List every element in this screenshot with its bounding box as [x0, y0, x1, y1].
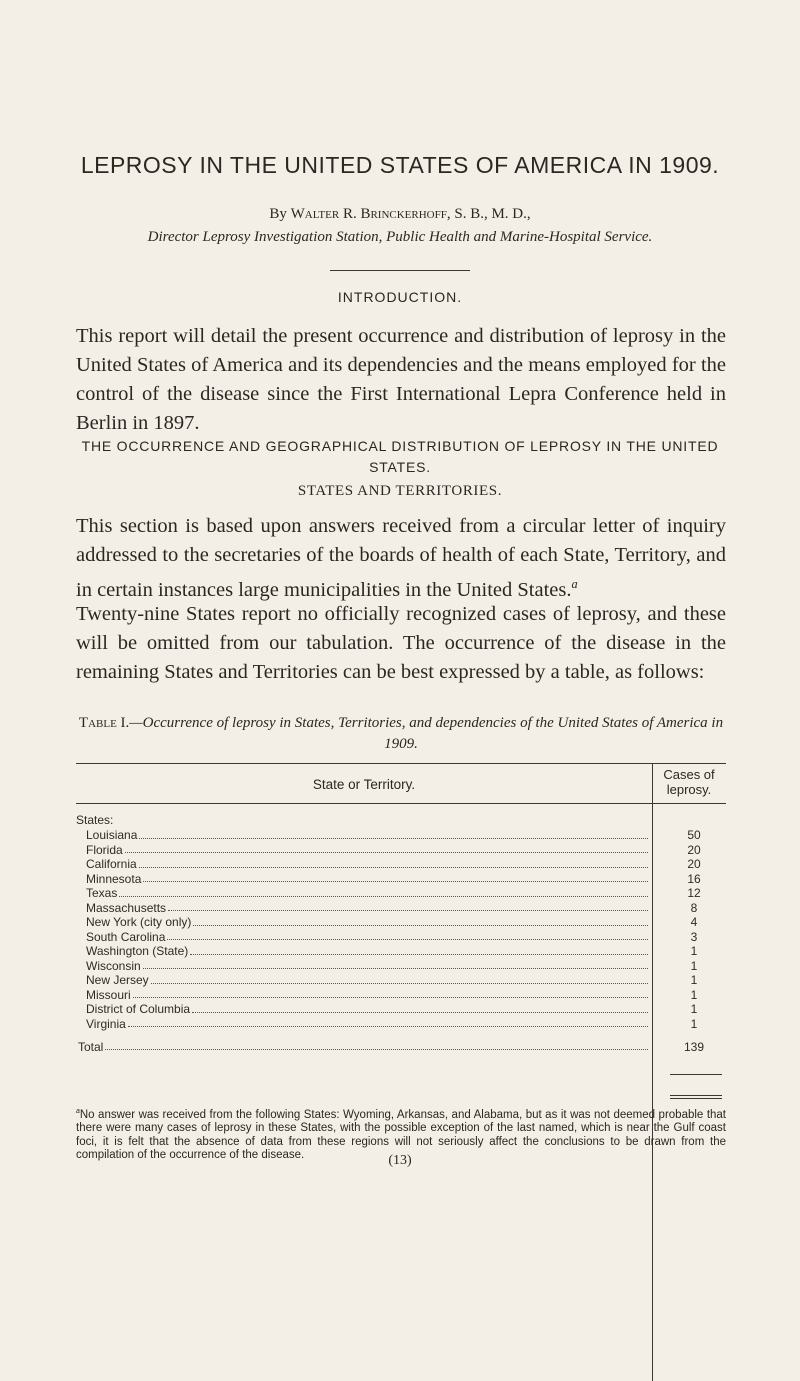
total-double-rule-lower: [670, 1098, 722, 1099]
state-name-cell: [76, 988, 652, 1003]
leader-dots: [193, 915, 648, 926]
table-caption-lead: Table I.: [78, 715, 130, 731]
table-section-label: States:: [76, 813, 114, 827]
author-name: Walter R. Brinckerhoff: [290, 206, 447, 222]
state-name-cell: [76, 915, 652, 930]
state-name: Louisiana: [86, 828, 138, 842]
column-header-cases-line2: leprosy.: [666, 782, 712, 797]
table-row: [76, 886, 726, 901]
leader-dots: [151, 973, 648, 984]
case-count: 1: [690, 1016, 698, 1031]
table-header-rule: [76, 803, 726, 804]
state-name: Wisconsin: [86, 958, 141, 973]
state-name-cell: [76, 973, 652, 988]
state-name-cell: [76, 901, 652, 916]
case-count: 1: [690, 1002, 698, 1016]
table-row: [76, 1002, 726, 1017]
state-name: Virginia: [86, 1016, 126, 1031]
leader-dots: [139, 857, 648, 868]
table-row: [76, 1017, 726, 1032]
introduction-paragraph: This report will detail the present occurrence and distribution of leprosy in the United States of America and its dependencies and the means employed for the control of the disease since the First International Lepra Conference held in Berlin in 1897.: [76, 325, 726, 434]
table-row: [76, 872, 726, 887]
affiliation: Director Leprosy Investigation Station, Public Health and Marine-Hospital Service.: [147, 229, 653, 245]
table-row: [76, 930, 726, 945]
page-number: (13): [388, 1153, 412, 1168]
leader-dots: [128, 1017, 648, 1028]
paragraph-circular-letter: [76, 512, 726, 605]
case-count: 8: [690, 900, 698, 915]
case-count: 12: [687, 886, 701, 900]
footnote-text: No answer was received from the following States: Wyoming, Arkansas, and Alabama, but as it was not deemed probable that there were many cases of leprosy in these States, with the possible exception of the last named, which is near the Gulf coast foci, it is felt that the absence of data from these regions will not seriously affect the conclusions to be drawn from the compilation of the occurrence of the disease.: [76, 1108, 726, 1162]
leader-dots: [105, 1039, 648, 1050]
column-header-state: State or Territory.: [312, 777, 416, 792]
case-count: 3: [690, 929, 698, 944]
table-row: [76, 857, 726, 872]
case-count: 4: [690, 915, 698, 929]
total-label: Total: [78, 1040, 104, 1054]
column-header-cases: [652, 767, 726, 797]
column-header-cases-line1: Cases of: [663, 767, 715, 782]
table-body: [76, 828, 726, 1031]
total-label-cell: [76, 1039, 652, 1055]
state-name: Washington (State): [86, 944, 189, 958]
table-row: [76, 843, 726, 858]
case-count: 20: [687, 842, 701, 857]
table-caption-text: —Occurrence of leprosy in States, Territories, and dependencies of the United States of America in 1909.: [129, 715, 724, 752]
table-row: [76, 959, 726, 974]
state-name-cell: [76, 944, 652, 959]
leader-dots: [133, 988, 648, 999]
footnote-reference: a: [571, 577, 578, 591]
leader-dots: [167, 930, 648, 941]
state-name: Massachusetts: [86, 900, 167, 915]
total-double-rule-upper: [670, 1095, 722, 1096]
case-count: 50: [687, 828, 701, 842]
leprosy-table: [76, 813, 726, 1055]
case-count: 1: [690, 958, 698, 973]
case-count: 16: [687, 871, 701, 886]
state-name: South Carolina: [86, 929, 166, 944]
state-name-cell: [76, 930, 652, 945]
leader-dots: [125, 843, 648, 854]
state-name: District of Columbia: [86, 1002, 191, 1016]
state-name: Missouri: [86, 987, 131, 1002]
leader-dots: [192, 1002, 648, 1013]
leader-dots: [143, 872, 648, 883]
state-name-cell: [76, 886, 652, 901]
table-caption: [76, 713, 726, 755]
occurrence-heading: THE OCCURRENCE AND GEOGRAPHICAL DISTRIBUTION OF LEPROSY IN THE UNITED STATES.: [81, 438, 719, 475]
leader-dots: [119, 886, 648, 897]
states-heading: STATES AND TERRITORIES.: [297, 483, 503, 499]
case-count: 1: [690, 987, 698, 1002]
leader-dots: [190, 944, 648, 955]
state-name-cell: [76, 959, 652, 974]
table-row: [76, 828, 726, 843]
table-row: [76, 944, 726, 959]
footnote-mark: a: [76, 1108, 80, 1115]
introduction-heading: INTRODUCTION.: [337, 289, 463, 305]
state-name: Texas: [86, 886, 118, 900]
state-name-cell: [76, 1002, 652, 1017]
table-row: [76, 988, 726, 1003]
state-name: Florida: [86, 842, 123, 857]
table-top-rule: [76, 763, 726, 764]
case-count: 1: [690, 944, 698, 958]
sum-rule: [670, 1074, 722, 1075]
paragraph-circular-letter-text: This section is based upon answers received from a circular letter of inquiry addressed to the secretaries of the boards of health of each State, Territory, and in certain instances large municipalities in the United States.: [76, 515, 726, 601]
state-name: New York (city only): [86, 915, 192, 929]
author-degrees: , S. B., M. D.,: [446, 206, 531, 222]
page-title: LEPROSY IN THE UNITED STATES OF AMERICA IN 1909.: [80, 152, 720, 178]
state-name-cell: [76, 1017, 652, 1032]
state-name-cell: [76, 872, 652, 887]
state-name-cell: [76, 857, 652, 872]
state-name-cell: [76, 843, 652, 858]
table-total-row: [76, 1039, 726, 1055]
leader-dots: [139, 828, 648, 839]
total-value: 139: [683, 1040, 705, 1054]
case-count: 1: [690, 973, 698, 987]
byline-prefix: By: [269, 206, 291, 222]
case-count: 20: [687, 857, 701, 871]
table-row: [76, 973, 726, 988]
title-divider: [330, 270, 470, 271]
paragraph-tabulation: Twenty-nine States report no officially recognized cases of leprosy, and these will be omitted from our tabulation. The occurrence of the disease in the remaining States and Territories can be best expressed by a table, as follows:: [76, 603, 726, 683]
state-name: Minnesota: [86, 871, 142, 886]
leader-dots: [143, 959, 648, 970]
state-name: New Jersey: [86, 973, 149, 987]
table-row: [76, 915, 726, 930]
leader-dots: [168, 901, 648, 912]
byline: [0, 206, 800, 223]
table-row: [76, 901, 726, 916]
state-name: California: [86, 857, 137, 871]
state-name-cell: [76, 828, 652, 843]
